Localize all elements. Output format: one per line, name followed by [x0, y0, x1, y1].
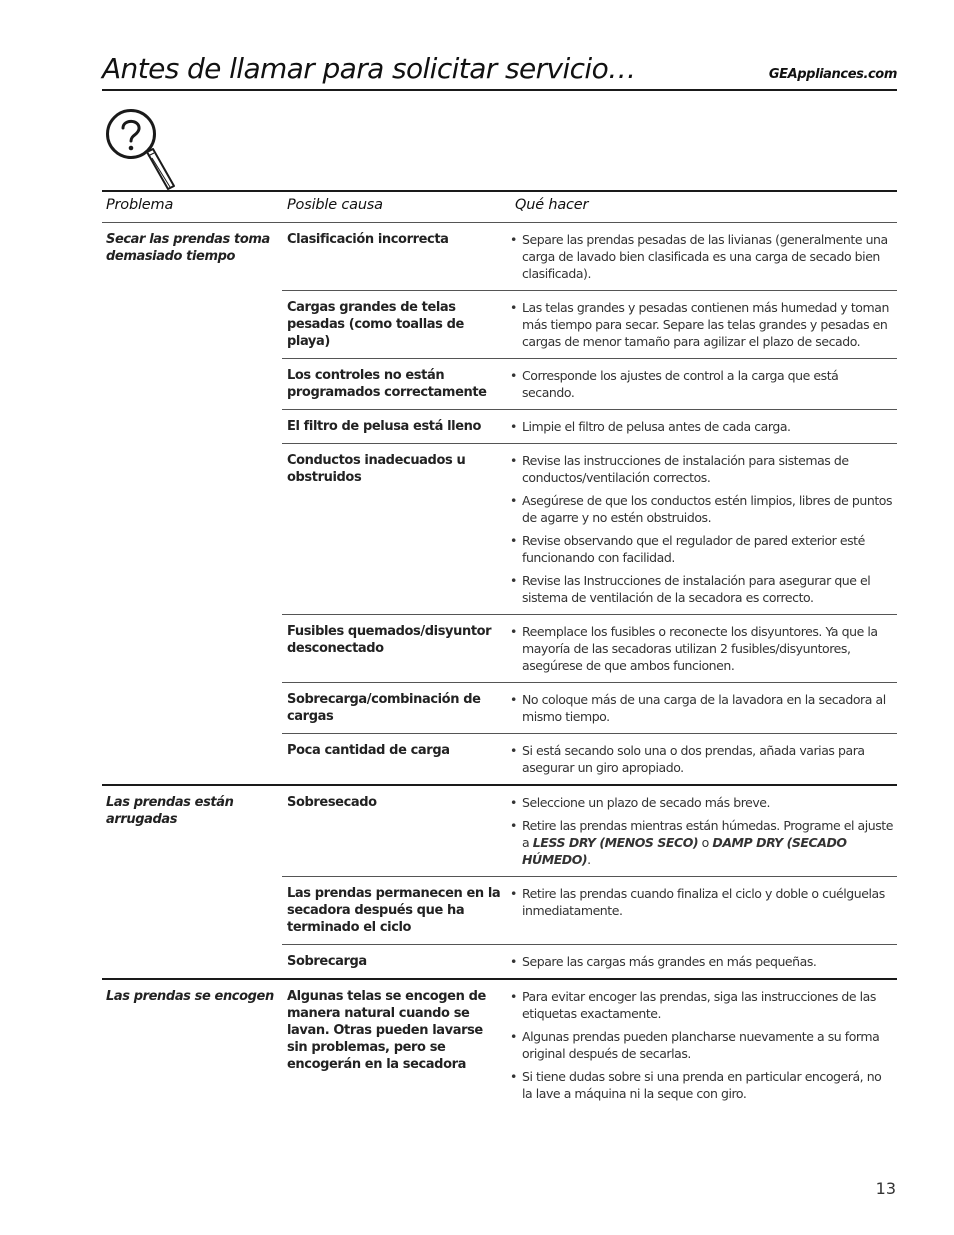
- table-row: [282, 683, 897, 734]
- action-cell: [510, 359, 897, 409]
- cause-cell: Fusibles quemados/disyuntor desconectado: [287, 624, 492, 656]
- problem-label: Las prendas se encogen: [106, 989, 274, 1004]
- cause-cell: Poca cantidad de carga: [287, 743, 450, 758]
- action-item: [510, 691, 893, 725]
- action-text: Corresponde los ajustes de control a la carga que está secando.: [522, 368, 839, 400]
- problem-group: [102, 980, 897, 1110]
- cause-cell: Cargas grandes de telas pesadas (como toallas de playa): [287, 300, 464, 349]
- action-text: Para evitar encoger las prendas, siga las instrucciones de las etiquetas exactamente.: [522, 989, 876, 1021]
- action-item: [510, 532, 893, 566]
- bullet-icon: •: [510, 743, 517, 758]
- bullet-icon: •: [510, 300, 517, 315]
- table-body: [102, 223, 897, 1110]
- title-divider: [102, 89, 897, 91]
- bullet-icon: •: [510, 624, 517, 639]
- action-text: Separe las cargas más grandes en más pequeñas.: [522, 954, 817, 969]
- action-text: Asegúrese de que los conductos estén limpios, libres de puntos de agarre y no estén obstruidos.: [522, 493, 893, 525]
- action-cell: [510, 223, 897, 290]
- cause-cell: Algunas telas se encogen de manera natural cuando se lavan. Otras pueden lavarse sin problemas, pero se encogerán en la secadora: [287, 989, 486, 1072]
- column-header-action: Qué hacer: [515, 197, 589, 213]
- action-item: [510, 623, 893, 674]
- action-cell: [510, 615, 897, 682]
- action-text: Revise las Instrucciones de instalación para asegurar que el sistema de ventilación de la secadora es correcto.: [522, 573, 871, 605]
- action-cell: [510, 410, 897, 443]
- cause-cell: Clasificación incorrecta: [287, 232, 449, 247]
- action-text: Revise las instrucciones de instalación para sistemas de conductos/ventilación correctos.: [522, 453, 849, 485]
- column-header-problem: Problema: [106, 197, 174, 213]
- bullet-icon: •: [510, 453, 517, 468]
- action-item: [510, 452, 893, 486]
- problem-group: [102, 786, 897, 980]
- action-text-part: o: [698, 835, 713, 850]
- bullet-icon: •: [510, 886, 517, 901]
- bullet-icon: •: [510, 493, 517, 508]
- problem-group: [102, 223, 897, 786]
- cause-rows: [282, 223, 897, 784]
- action-cell: [510, 980, 897, 1110]
- table-row: [282, 223, 897, 291]
- bullet-icon: •: [510, 818, 517, 833]
- cause-rows: [282, 786, 897, 978]
- bullet-icon: •: [510, 989, 517, 1004]
- table-row: [282, 291, 897, 359]
- column-header-cause: Posible causa: [287, 197, 383, 213]
- action-cell: [510, 786, 897, 876]
- bullet-icon: •: [510, 1069, 517, 1084]
- action-text: Si está secando solo una o dos prendas, añada varias para asegurar un giro apropiado.: [522, 743, 865, 775]
- bullet-icon: •: [510, 795, 517, 810]
- problem-label: Secar las prendas toma demasiado tiempo: [106, 232, 270, 264]
- bullet-icon: •: [510, 692, 517, 707]
- action-text: Las telas grandes y pesadas contienen más humedad y toman más tiempo para secar. Separe las telas grandes y pesadas en cargas de menor tamaño para agilizar el plazo de secado.: [522, 300, 889, 349]
- table-header: [102, 190, 897, 223]
- cause-cell: Las prendas permanecen en la secadora después que ha terminado el ciclo: [287, 886, 501, 935]
- bullet-icon: •: [510, 419, 517, 434]
- table-row: [282, 444, 897, 615]
- action-item: [510, 953, 893, 970]
- cause-cell: Los controles no están programados correctamente: [287, 368, 487, 400]
- setting-name: LESS DRY (MENOS SECO): [532, 835, 699, 850]
- table-row: [282, 877, 897, 945]
- troubleshooting-table: [102, 190, 897, 1110]
- action-item: [510, 492, 893, 526]
- action-text-part: Retire las prendas mientras están húmedas. Programe el ajuste a: [522, 818, 893, 850]
- action-text: Separe las prendas pesadas de las livianas (generalmente una carga de lavado bien clasificada es una carga de secado bien clasificada).: [522, 232, 888, 281]
- action-item: [510, 742, 893, 776]
- action-cell: [510, 734, 897, 784]
- table-row: [282, 410, 897, 444]
- action-text: Revise observando que el regulador de pared exterior esté funcionando con facilidad.: [522, 533, 865, 565]
- cause-cell: El filtro de pelusa está lleno: [287, 419, 482, 434]
- action-cell: [510, 683, 897, 733]
- action-item: [510, 1068, 893, 1102]
- page-number: 13: [875, 1179, 896, 1198]
- bullet-icon: •: [510, 368, 517, 383]
- setting-name: DAMP DRY (SECADO HÚMEDO): [522, 835, 847, 867]
- cause-cell: Sobrecarga/combinación de cargas: [287, 692, 481, 724]
- action-text: [522, 817, 893, 868]
- action-cell: [510, 444, 897, 614]
- problem-label: Las prendas están arrugadas: [106, 795, 234, 827]
- action-item: [510, 817, 893, 868]
- table-row: [282, 945, 897, 978]
- action-item: [510, 794, 893, 811]
- table-row: [282, 734, 897, 784]
- action-text: Reemplace los fusibles o reconecte los disyuntores. Ya que la mayoría de las secadoras utilizan 2 fusibles/disyuntores, asegúrese de que ambos funcionen.: [522, 624, 878, 673]
- action-text: Si tiene dudas sobre si una prenda en particular encogerá, no la lave a máquina ni la seque con giro.: [522, 1069, 882, 1101]
- action-item: [510, 299, 893, 350]
- table-row: [282, 980, 897, 1110]
- action-cell: [510, 291, 897, 358]
- action-item: [510, 1028, 893, 1062]
- action-cell: [510, 945, 897, 978]
- cause-rows: [282, 980, 897, 1110]
- action-text: Seleccione un plazo de secado más breve.: [522, 795, 771, 810]
- action-text: Limpie el filtro de pelusa antes de cada carga.: [522, 419, 791, 434]
- bullet-icon: •: [510, 573, 517, 588]
- table-row: [282, 615, 897, 683]
- bullet-icon: •: [510, 954, 517, 969]
- bullet-icon: •: [510, 232, 517, 247]
- bullet-icon: •: [510, 533, 517, 548]
- cause-cell: Sobresecado: [287, 795, 377, 810]
- table-row: [282, 786, 897, 877]
- site-url: GEAppliances.com: [768, 67, 897, 82]
- action-cell: [510, 877, 897, 944]
- cause-cell: Sobrecarga: [287, 954, 367, 969]
- action-item: [510, 367, 893, 401]
- action-text: Retire las prendas cuando finaliza el ciclo y doble o cuélguelas inmediatamente.: [522, 886, 885, 918]
- action-item: [510, 572, 893, 606]
- action-item: [510, 885, 893, 919]
- action-item: [510, 988, 893, 1022]
- action-item: [510, 418, 893, 435]
- cause-cell: Conductos inadecuados u obstruidos: [287, 453, 466, 485]
- action-text-part: .: [587, 852, 591, 867]
- table-row: [282, 359, 897, 410]
- magnifying-glass-question-icon: [104, 108, 176, 192]
- page-title: Antes de llamar para solicitar servicio…: [102, 52, 636, 85]
- bullet-icon: •: [510, 1029, 517, 1044]
- action-item: [510, 231, 893, 282]
- action-text: No coloque más de una carga de la lavadora en la secadora al mismo tiempo.: [522, 692, 886, 724]
- action-text: Algunas prendas pueden plancharse nuevamente a su forma original después de secarlas.: [522, 1029, 880, 1061]
